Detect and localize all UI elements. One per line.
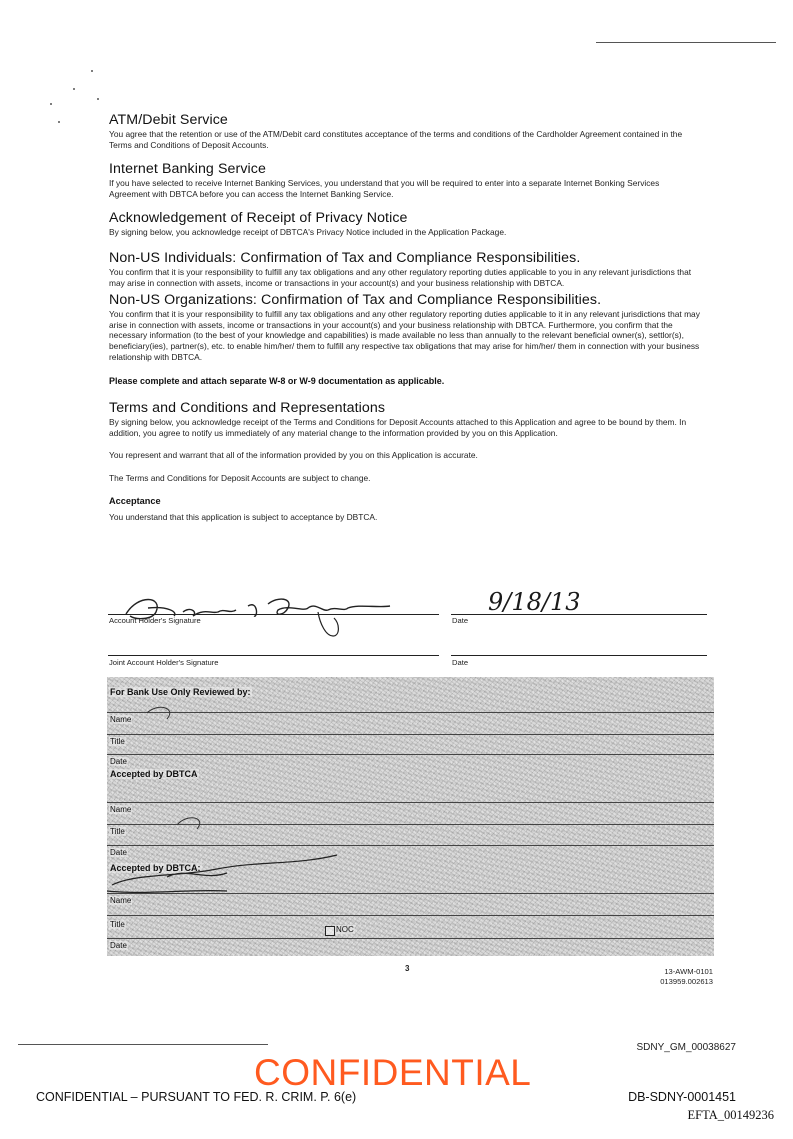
scan-speck [73,88,75,90]
section-non-us-individuals [109,250,701,288]
section-non-us-organizations [109,292,701,362]
represent-warrant: You represent and warrant that all of the information provided by you on this Application is accurate. [109,450,478,461]
terms-subject-change: The Terms and Conditions for Deposit Accounts are subject to change. [109,472,371,483]
section-heading: Terms and Conditions and Representations [109,400,386,417]
accepted-by-label: Accepted by DBTCA: [110,863,201,873]
bank-use-only-box [107,677,714,956]
section-heading: Internet Banking Service [109,161,266,178]
date-field-label: Date [110,757,127,766]
scan-speck [58,121,60,123]
w8-notice: Please complete and attach separate W-8 or W-9 documentation as applicable. [109,376,445,387]
section-body: If you have selected to receive Internet Banking Services, you understand that you will be required to enter into a separate Internet Bonking Services Agreement with DBTCA before you can access the Internet Banking Service. [109,178,660,199]
accepted-by-label: Accepted by DBTCA [110,769,198,779]
title-label: Title [110,737,125,746]
section-atm [109,112,701,150]
form-code [660,967,713,986]
name-label: Name [110,805,132,814]
footer-document-id: DB-SDNY-0001451 [628,1090,736,1104]
section-internet-banking [109,161,701,199]
account-holder-signature-line [108,614,439,615]
section-body: You agree that the retention or use of the ATM/Debit card constitutes acceptance of the terms and conditions of the Cardholder Agreement contained in the Terms and Conditions of Deposit Accounts. [109,129,683,150]
joint-date-label: Date [452,658,469,667]
noc-label: NOC [336,925,354,934]
name-label: Name [110,896,132,905]
section-terms [109,400,701,438]
date-label: Date [452,616,469,625]
confidential-stamp: CONFIDENTIAL [254,1052,532,1093]
account-holder-signature-label: Account Holder's Signature [109,616,201,625]
section-body: You confirm that it is your responsibility to fulfill any tax obligations and any other regulatory reporting duties applicable to you in any relevant jurisdictions that may arise in connection with assets, income or transactions in your account(s) and your business relationship with DBTCA. [109,266,692,288]
form-code-line2: 013959.002613 [660,976,713,986]
efta-number: EFTA_00149236 [687,1108,774,1122]
bank-use-title: For Bank Use Only Reviewed by: [110,687,251,697]
acceptance-heading: Acceptance [109,495,161,506]
title-label: Title [110,920,125,929]
scan-artifact-line [18,1044,268,1045]
section-privacy [109,210,701,238]
section-heading: Acknowledgement of Receipt of Privacy Notice [109,210,408,227]
footer-confidential-notice: CONFIDENTIAL – PURSUANT TO FED. R. CRIM. P. 6(e) [36,1090,357,1104]
scan-artifact-line [596,42,776,43]
scan-speck [91,70,93,72]
date-field-label: Date [110,941,127,950]
handwritten-date-text: 9/18/13 [488,588,581,616]
section-heading: Non-US Individuals: Confirmation of Tax and Compliance Responsibilities. [109,249,581,266]
date-field-label: Date [110,848,127,857]
section-body: By signing below, you acknowledge receipt of DBTCA's Privacy Notice included in the Application Package. [109,227,507,238]
name-label: Name [110,715,132,724]
date-line [451,614,707,615]
bates-number: SDNY_GM_00038627 [636,1042,736,1053]
form-code-line1: 13-AWM-0101 [664,967,713,976]
section-heading: Non-US Organizations: Confirmation of Tax and Compliance Responsibilities. [109,292,602,309]
section-body: You confirm that it is your responsibility to fulfill any tax obligations and any other regulatory reporting duties applicable to it in any relevant jurisdictions that may arise in connection with assets, income or transactions in your account(s) and your business relationship with DBTCA. Furthermore, you confirm that the necessary information (to the best of your knowledge and capabilities) is made available no less than annually to the relevant beneficial owner(s), settlor(s), beneficiary(ies), partner(s), etc. to enable him/her/ them to fulfill any respective tax obligations that may arise for him/her/ them in connection with your business relationship with DBTCA. [109,309,700,362]
scan-speck [97,98,99,100]
section-body: By signing below, you acknowledge receipt of the Terms and Conditions for Deposit Accounts attached to this Application and agree to be bound by them. In addition, you agree to notify us immediately of any material change to the information provided by you on this Application. [109,417,687,438]
section-heading: ATM/Debit Service [109,112,228,128]
bank-use-scribbles [107,677,714,956]
acceptance-statement: You understand that this application is subject to acceptance by DBTCA. [109,511,378,522]
page-number: 3 [405,964,410,973]
title-label: Title [110,827,125,836]
joint-signature-label: Joint Account Holder's Signature [109,658,219,667]
joint-signature-line [108,655,439,656]
document-body [109,112,701,522]
scan-speck [50,103,52,105]
joint-date-line [451,655,707,656]
